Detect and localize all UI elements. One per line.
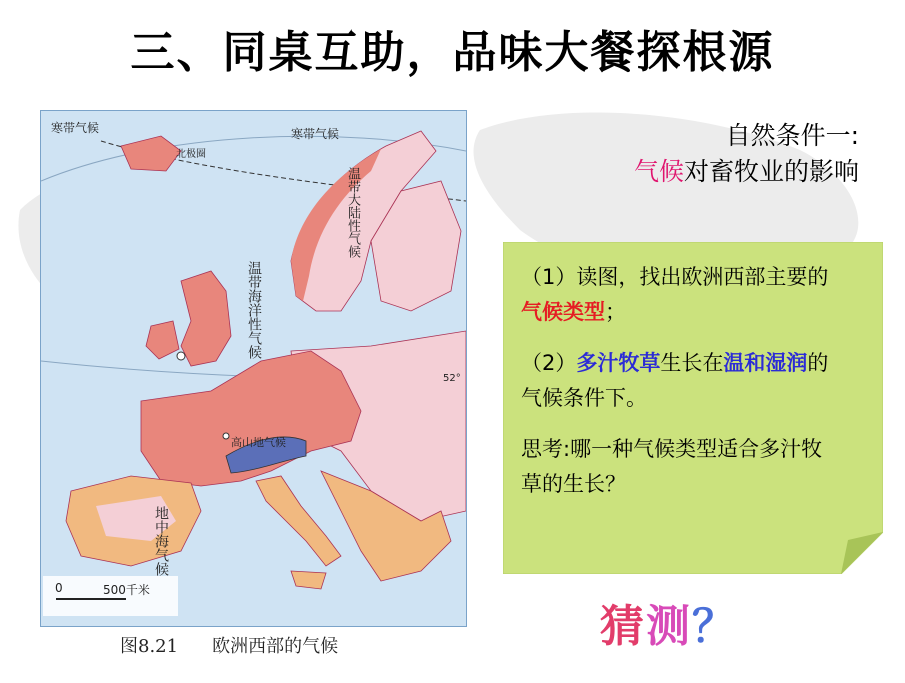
- condition-rest: 对畜牧业的影响: [683, 157, 859, 186]
- label-alpine-climate: 高山地气候: [231, 436, 286, 449]
- map-caption: [120, 632, 338, 658]
- condition-highlight: 气候: [633, 157, 684, 186]
- question-1: （1）读图，找出欧洲西部主要的气候类型；: [521, 265, 829, 324]
- slide-title: 三、同桌互助，品味大餐探根源: [130, 27, 775, 78]
- q2-highlight-2: 温和湿润: [723, 351, 808, 375]
- question-note-card: [503, 242, 883, 574]
- caption-number: 图8.21: [120, 636, 179, 657]
- condition-line2: [634, 154, 859, 190]
- label-cold-right: 寒带气候: [291, 127, 340, 141]
- condition-heading: [634, 118, 859, 190]
- question-2: （2）多汁牧草生长在温和湿润的气候条件下。: [521, 351, 829, 410]
- guess-wordart: 猜测？: [600, 601, 738, 652]
- caption-text: 欧洲西部的气候: [212, 636, 339, 657]
- label-mediterranean-climate: 地中海气候: [153, 506, 169, 576]
- europe-climate-map: [40, 110, 467, 627]
- label-arctic-circle: 北极圈: [176, 149, 206, 160]
- label-latitude: 52°: [443, 373, 461, 384]
- think-question: 思考:哪一种气候类型适合多汁牧草的生长？: [521, 437, 823, 496]
- label-continental-climate: 温带大陆性气候: [345, 167, 360, 258]
- condition-line1: 自然条件一:: [725, 121, 859, 150]
- scale-zero: 0: [55, 581, 63, 595]
- label-maritime-climate: 温带海洋性气候: [246, 261, 262, 359]
- scale-distance: 500千米: [103, 583, 150, 597]
- q2-highlight-1: 多汁牧草: [576, 351, 661, 375]
- label-cold-left: 寒带气候: [51, 121, 100, 135]
- q1-highlight: 气候类型: [521, 300, 605, 324]
